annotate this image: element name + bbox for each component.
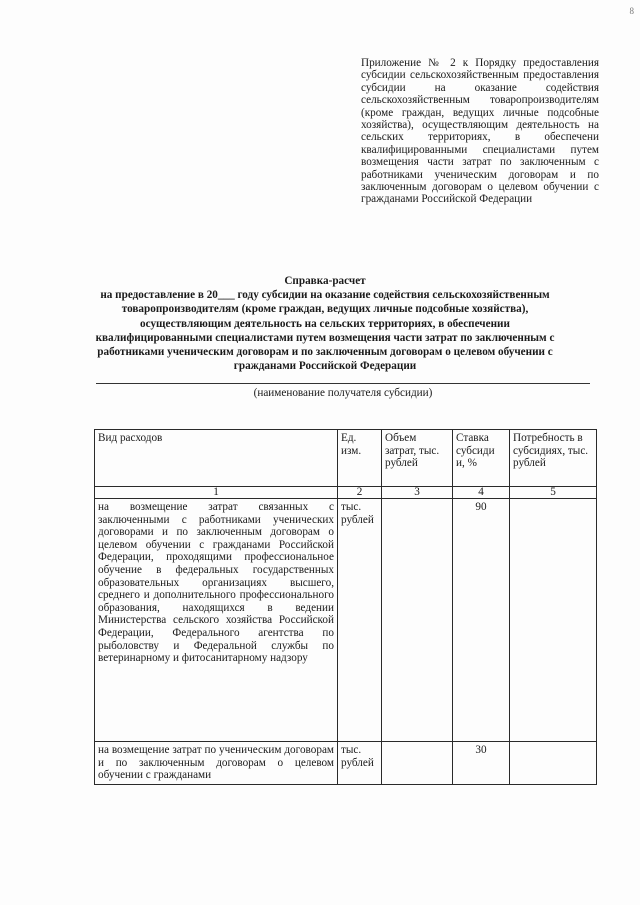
- unit-cell: тыс. рублей: [338, 742, 382, 785]
- unit-cell: тыс. рублей: [338, 499, 382, 742]
- volume-cell[interactable]: [382, 499, 453, 742]
- document-subtitle: на предоставление в 20___ году субсидии на оказание содействия сельскохозяйственным товаропроизводителям (кроме граждан, ведущих личные подсобные хозяйства), осуществляющим деятельность на сельских территориях, в обеспечении квалифицированными специалистами путем возмещения части затрат по заключенным с работниками ученическим договорам и по заключенным договорам о целевом обучении с гражданами Российской Федерации: [95, 289, 555, 373]
- rate-cell: 30: [453, 742, 510, 785]
- header-unit: Ед. изм.: [338, 430, 382, 487]
- header-volume: Объем затрат, тыс. рублей: [382, 430, 453, 487]
- title-block: [82, 274, 568, 373]
- column-number-row: [95, 487, 597, 499]
- column-number: 1: [95, 487, 338, 499]
- column-number: 5: [510, 487, 597, 499]
- rate-cell: 90: [453, 499, 510, 742]
- table-row: [95, 499, 597, 742]
- table-row: [95, 742, 597, 785]
- column-number: 4: [453, 487, 510, 499]
- need-cell[interactable]: [510, 499, 597, 742]
- column-number: 2: [338, 487, 382, 499]
- header-rate: Ставка субсиди и, %: [453, 430, 510, 487]
- header-need: Потребность в субсидиях, тыс. рублей: [510, 430, 597, 487]
- volume-cell[interactable]: [382, 742, 453, 785]
- header-expense-type: Вид расходов: [95, 430, 338, 487]
- page-number: 8: [629, 6, 634, 16]
- recipient-caption: (наименование получателя субсидии): [253, 387, 433, 399]
- recipient-name-line[interactable]: [96, 383, 590, 384]
- expense-type-cell: на возмещение затрат связанных с заключенными с работниками ученических договорами и по заключенным договорам о целевом обучении с гражданами Российской Федерации, проходящими профессиональное обучение в федеральных государственных образовательных организациях высшего, среднего и дополнительного профессионального образования, находящихся в ведении Министерства сельского хозяйства Российской Федерации, Федерального агентства по рыболовству и Федеральной службы по ветеринарному и фитосанитарному надзору: [95, 499, 338, 742]
- table-header-row: [95, 430, 597, 487]
- expense-type-cell: на возмещение затрат по ученическим договорам и по заключенным договорам о целевом обучении с гражданами: [95, 742, 338, 785]
- calculation-table: [94, 429, 597, 785]
- document-title: Справка-расчет: [284, 275, 366, 287]
- appendix-note: Приложение № 2 к Порядку предоставления субсидии сельскохозяйственным предоставления субсидии на оказание содействия сельскохозяйственным товаропроизводителям (кроме граждан, ведущих личные подсобные хозяйства), осуществляющим деятельность на сельских территориях, в обеспечени квалифицированными специалистами путем возмещения части затрат по заключенным с работниками ученическим договорам и по заключенным договорам о целевом обучении с гражданами Российской Федерации: [361, 57, 599, 206]
- need-cell[interactable]: [510, 742, 597, 785]
- column-number: 3: [382, 487, 453, 499]
